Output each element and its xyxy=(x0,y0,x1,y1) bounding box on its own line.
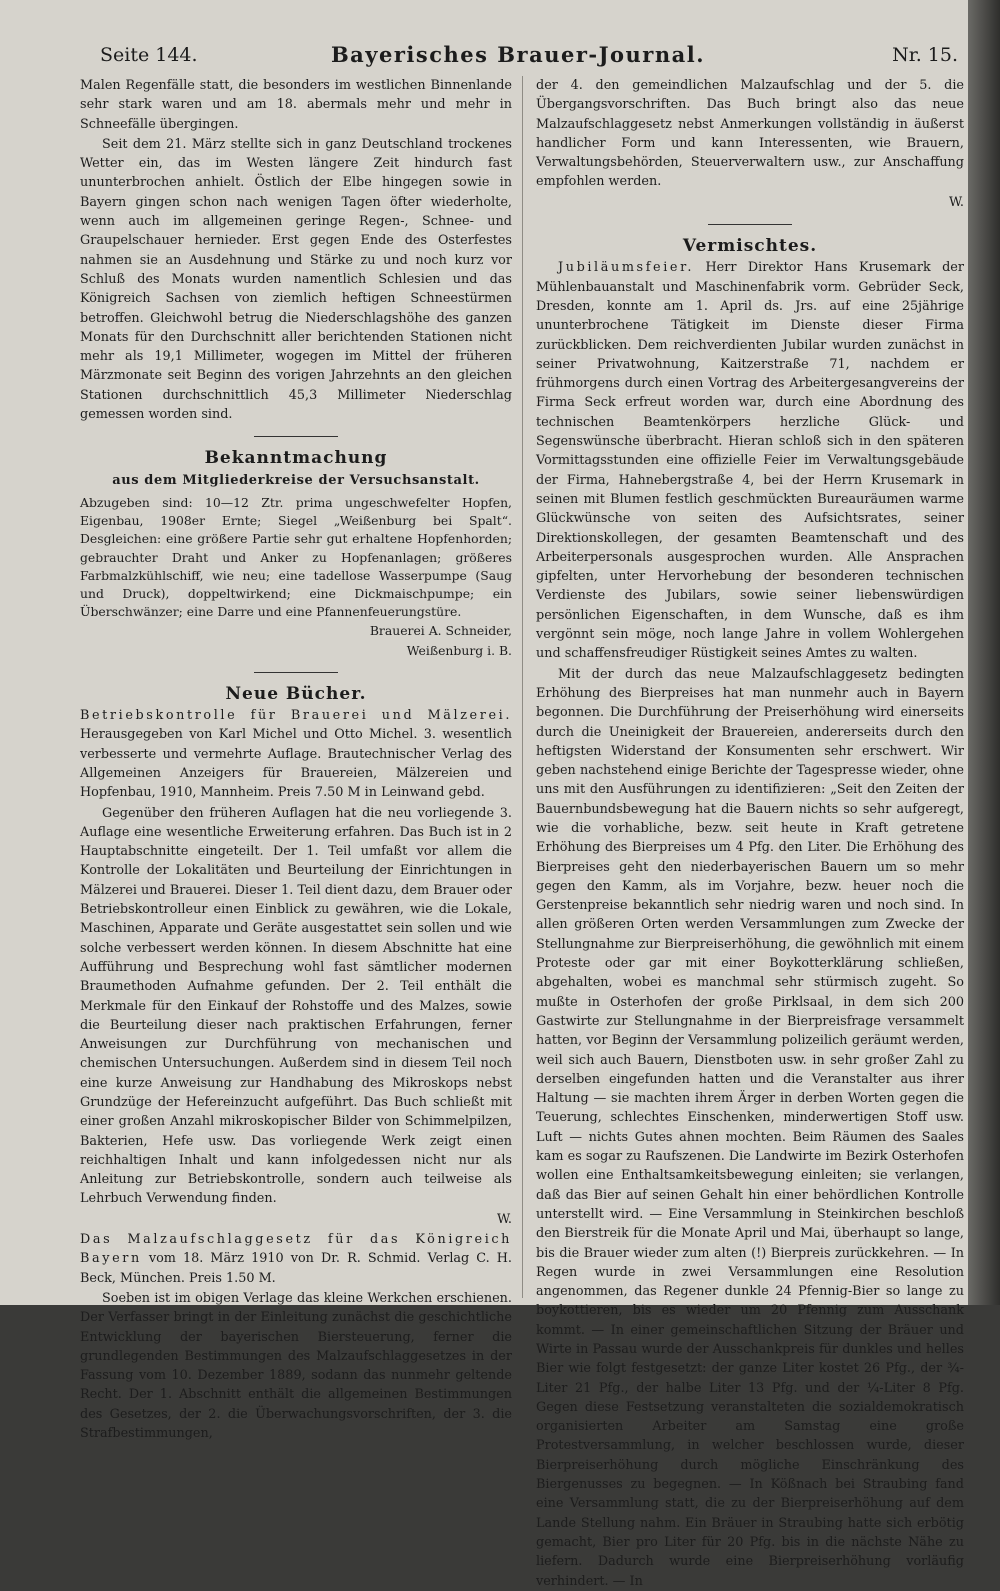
issue-number: Nr. 15. xyxy=(892,44,958,66)
book-entry-heading xyxy=(80,706,512,802)
section-title-bekanntmachung: Bekanntmachung xyxy=(204,448,388,469)
review-signature: W. xyxy=(497,1211,512,1227)
book-review: Gegenüber den früheren Auflagen hat die neu vorliegende 3. Auflage eine wesentliche Erweiterung erfahren. Das Buch ist in 2 Hauptabschnitte eingeteilt. Der 1. Teil umfaßt vor allem die Kontrolle der Lokalitäten und Beurteilung der Einrichtungen in Mälzerei und Brauerei. Dieser 1. Teil dient dazu, dem Brauer oder Betriebskontrolleur einen Einblick zu gewähren, wie die Lokale, Maschinen, Apparate und Geräte ausgestattet sein sollen und wie solche verbessert werden können. In diesem Abschnitte hat eine Aufführung und Besprechung wohl fast sämtlicher modernen Braumethoden Aufnahme gefunden. Der 2. Teil enthält die Merkmale für den Einkauf der Rohstoffe und des Malzes, sowie die Beurteilung dieser nach praktischen Erfahrungen, ferner Anweisungen zur Durchführung von mechanischen und chemischen Untersuchungen. Außerdem sind in diesem Teil noch eine kurze Anweisung zur Handhabung des Mikroskops nebst Grundzüge der Hefereinzucht aufgeführt. Das Buch schließt mit einer großen Anzahl mikroskopischer Bilder von Schimmelpilzen, Bakterien, Hefe usw. Das vorliegende Werk zeigt einen reichhaltigen Inhalt und kann infolgedessen nicht nur als Anleitung zur Betriebskontrolle, sondern auch teilweise als Lehrbuch Verwendung finden. xyxy=(80,805,512,1207)
section-title-vermischtes: Vermischtes. xyxy=(682,236,818,257)
page-header xyxy=(78,44,958,70)
announcement-block xyxy=(80,494,512,660)
page-number: Seite 144. xyxy=(100,44,198,66)
journal-title: Bayerisches Brauer-Journal. xyxy=(330,42,706,67)
section-divider xyxy=(708,224,792,225)
book-review: Soeben ist im obigen Verlage das kleine Werkchen erschienen. Der Verfasser bringt in der Einleitung zunächst die geschichtliche Entwicklung der bayerischen Biersteuerung, ferner die grundlegenden Bestimmungen des Malzaufschlaggesetzes in der Fassung vom 10. Dezember 1889, sodann das nunmehr geltende Recht. Der 1. Abschnitt enthält die allgemeinen Bestimmungen des Gesetzes, der 2. die Überwachungsvorschriften, der 3. die Strafbestimmungen, xyxy=(80,1290,512,1442)
book-details: vom 18. März 1910 von Dr. R. Schmid. Verlag C. H. Beck, München. Preis 1.50 M. xyxy=(80,1251,512,1286)
book-entry-heading xyxy=(80,1230,512,1288)
section-divider xyxy=(254,436,338,437)
announcement-signature-place: Weißenburg i. B. xyxy=(406,642,512,658)
paragraph: Seit dem 21. März stellte sich in ganz Deutschland trockenes Wetter ein, das im Westen längere Zeit hindurch fast ununterbrochen anhielt. Östlich der Elbe hingegen sowie in Bayern gingen schon nach wenigen Tagen öfter wiederholte, wenn auch im allgemeinen geringe Regen-, Schnee- und Graupelschauer hernieder. Erst gegen Ende des Osterfestes nahmen sie an Ausdehnung und Stärke zu und noch kurz vor Schluß des Monats wurden namentlich Schlesien und das Königreich Sachsen von ziemlich heftigen Schneestürmen betroffen. Gleichwohl betrug die Niederschlagshöhe des ganzen Monats für den Durchschnitt aller berichtenden Stationen nicht mehr als 19,1 Millimeter, wogegen im Mittel der früheren Märzmonate seit Beginn des vorigen Jahrzehnts an den gleichen Stationen durchschnittlich 45,3 Millimeter Niederschlag gemessen worden sind. xyxy=(80,136,512,423)
paragraph: Malen Regenfälle statt, die besonders im westlichen Binnenlande sehr stark waren und am 18. abermals mehr und mehr in Schneefälle übergingen. xyxy=(80,78,512,132)
review-signature: W. xyxy=(949,194,964,210)
section-divider xyxy=(254,672,338,673)
news-item-bierpreis: Mit der durch das neue Malzaufschlaggesetz bedingten Erhöhung des Bierpreises hat man nunmehr auch in Bayern begonnen. Die Durchführung der Preiserhöhung wird einerseits durch die Uneinigkeit der Brauereien, andererseits durch den heftigsten Widerstand der Konsumenten sehr erschwert. Wir geben nachstehend einige Berichte der Tagespresse wieder, ohne uns mit den Ausführungen zu identifizieren: „Seit den Zeiten der Bauernbundsbewegung hat die Bauern nichts so sehr aufgeregt, wie die vorhabliche, bezw. seit heute in Kraft getretene Erhöhung des Bierpreises um 4 Pfg. den Liter. Die Erhöhung des Bierpreises geht den niederbayerischen Bauern um so mehr gegen den Kamm, als im Vorjahre, bezw. heuer noch die Gerstenpreise bekanntlich sehr niedrig waren und noch sind. In allen größeren Orten werden Versammlungen zum Zwecke der Stellungnahme zur Bierpreiserhöhung, die gewöhnlich mit einem Proteste oder gar mit einer Boykotterklärung schließen, abgehalten, wobei es manchmal sehr stürmisch zugeht. So mußte in Osterhofen der große Pirklsaal, in dem sich 200 Gastwirte zur Stellungnahme in der Bierpreisfrage versammelt hatten, vor Beginn der Versammlung polizeilich geräumt werden, weil sich auch Bauern, Dienstboten usw. in sehr großer Zahl zu derselben eingefunden hatten und die Veranstalter aus ihrer Haltung — sie machten ihrem Ärger in derben Worten gegen die Teuerung, schlechtes Einschenken, minderwertigen Stoff usw. Luft — nichts Gutes ahnen mochten. Beim Räumen des Saales kam es sogar zu Raufszenen. Die Landwirte im Bezirk Osterhofen wollen eine Enthaltsamkeitsbewegung einleiten; sie verlangen, daß das Bier auf seinen Gehalt hin einer behördlichen Kontrolle unterstellt wird. — Eine Versammlung in Steinkirchen beschloß den Bierstreik für die Monate April und Mai, überhaupt so lange, bis die Brauer wieder zum alten (!) Bierpreis zurückkehren. — In Regen wurde in zwei Versammlungen eine Resolution angenommen, das Regener dunkle 24 Pfennig-Bier so lange zu boykottieren, bis es wieder um 20 Pfennig zum Ausschank kommt. — In einer gemeinschaftlichen Sitzung der Bräuer und Wirte in Passau wurde der Ausschankpreis für dunkles und helles Bier wie folgt festgesetzt: der ganze Liter kostet 26 Pfg., der ¾-Liter 21 Pfg., der halbe Liter 13 Pfg. und der ¼-Liter 8 Pfg. Gegen diese Festsetzung veranstalteten die sozialdemokratisch organisierten Arbeiter am Samstag eine große Protestversammlung, in welcher beschlossen wurde, dieser Bierpreiserhöhung durch mögliche Einschränkung des Biergenusses zu begegnen. — In Kößnach bei Straubing fand eine Versammlung statt, die zu der Bierpreiserhöhung auf dem Lande Stellung nahm. Ein Bräuer in Straubing hatte sich erbötig gemacht, Bier pro Liter für 20 Pfg. bis in die nächste Nähe zu liefern. Dadurch wurde eine Bierpreiserhöhung vorläufig verhindert. — In xyxy=(536,666,964,1589)
section-title-neue-buecher: Neue Bücher. xyxy=(225,683,367,704)
left-column xyxy=(80,76,512,1442)
paragraph: der 4. den gemeindlichen Malzaufschlag und der 5. die Übergangsvorschriften. Das Buch bringt also das neue Malzaufschlaggesetz nebst Anmerkungen vollständig in äußerst handlicher Form und kann Interessenten, wie Brauern, Verwaltungsbehörden, Steuerverwaltern usw., zur Anschaffung empfohlen werden. xyxy=(536,78,964,190)
news-item-jubilaeum xyxy=(536,258,964,663)
book-title: Betriebskontrolle für Brauerei und Mälzerei. xyxy=(80,708,512,724)
news-item-lead: Jubiläumsfeier. xyxy=(558,260,695,276)
announcement-text: Abzugeben sind: 10—12 Ztr. prima ungeschwefelter Hopfen, Eigenbau, 1908er Ernte; Siegel „Weißenburg bei Spalt“. Desgleichen: eine größere Partie sehr gut erhaltene Hopfenhorden; gebrauchter Draht und Anker zu Hopfenanlagen; größeres Farbmalzkühlschiff, wie neu; eine tadellose Wasserpumpe (Saug und Druck), doppeltwirkend; eine Dickmaischpumpe; ein Überschwänzer; eine Darre und eine Pfannenfeuerungstüre. xyxy=(80,494,512,620)
section-subtitle: aus dem Mitgliederkreise der Versuchsanstalt. xyxy=(112,472,480,488)
book-details: Herausgegeben von Karl Michel und Otto Michel. 3. wesentlich verbesserte und vermehrte Auflage. Brautechnischer Verlag des Allgemeinen Anzeigers für Brauereien, Mälzereien und Hopfenbau, 1910, Mannheim. Preis 7.50 M in Leinwand gebd. xyxy=(80,727,512,801)
scan-edge xyxy=(968,0,1000,1305)
column-divider xyxy=(522,76,523,1298)
announcement-signature: Brauerei A. Schneider, xyxy=(369,623,512,639)
book-title: Das Malzaufschlaggesetz für das Königreich Bayern xyxy=(80,1232,512,1267)
right-column xyxy=(536,76,964,1589)
news-item-text: Herr Direktor Hans Krusemark der Mühlenbauanstalt und Maschinenfabrik vorm. Gebrüder Seck, Dresden, konnte am 1. April ds. Jrs. auf eine 25jährige ununterbrochene Tätigkeit im Dienste dieser Firma zurückblicken. Dem reichverdienten Jubilar wurden zunächst in seiner Privatwohnung, Kaitzerstraße 71, nachdem er frühmorgens durch einen Vortrag des Arbeitergesangvereins der Firma Seck erfreut worden war, durch eine Abordnung des technischen Beamtenkörpers herzliche Glück- und Segenswünsche überbracht. Hieran schloß sich in den späteren Vormittagsstunden eine offizielle Feier im Verwaltungsgebäude der Firma, Hahnebergstraße 4, bei der Herrn Krusemark in seinen mit Blumen festlich geschmückten Bureauräumen warme Glückwünsche von seiten des Aufsichtsrates, seiner Direktionskollegen, der gesamten Beamtenschaft und des Arbeiterpersonals ausgesprochen wurden. Alle Ansprachen gipfelten, unter Hervorhebung der besonderen technischen Verdienste des Jubilars, sowie seiner liebenswürdigen persönlichen Eigenschaften, in dem Wunsche, daß es ihm vergönnt sein möge, noch lange Jahre in vollem Wohlergehen und schaffensfreudiger Rüstigkeit seines Amtes zu walten. xyxy=(536,260,964,662)
